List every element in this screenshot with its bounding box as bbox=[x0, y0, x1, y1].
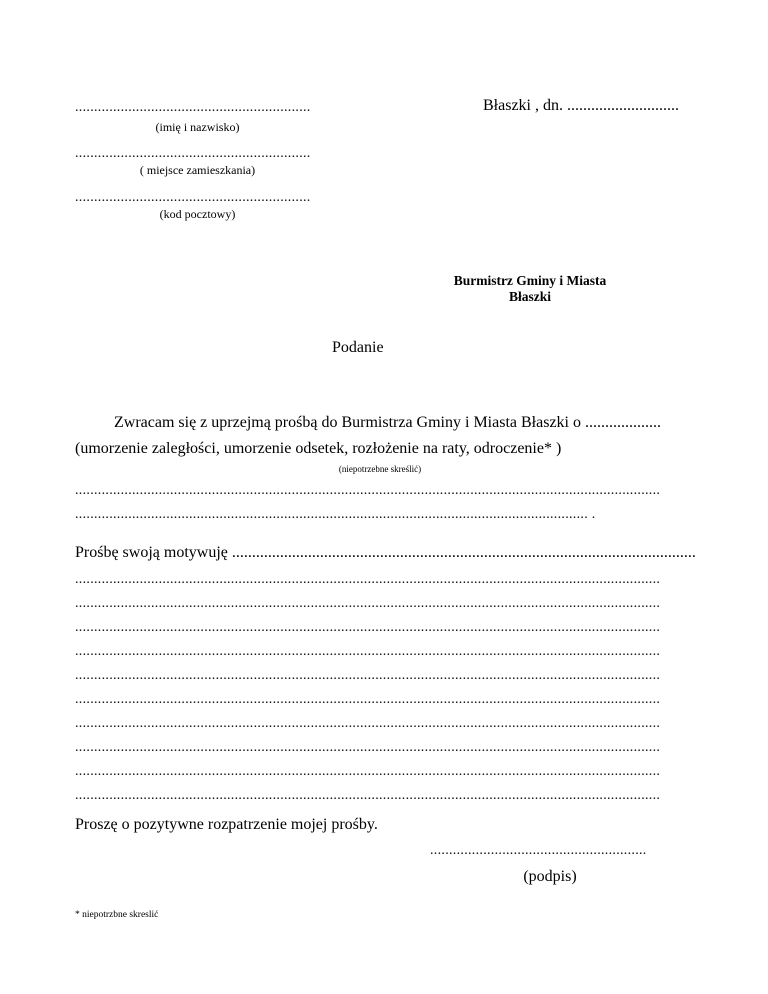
postal-caption: (kod pocztowy) bbox=[159, 207, 236, 221]
recipient-line-2: Błaszki bbox=[508, 289, 551, 304]
motivation-line: .......................................................................................................................................................... bbox=[75, 764, 661, 779]
motivation-line: .......................................................................................................................................................... bbox=[75, 740, 661, 755]
postal-field-dots: .............................................................. bbox=[75, 190, 311, 205]
request-note: (niepotrzebne skreślić) bbox=[338, 464, 422, 474]
motivation-line: .......................................................................................................................................................... bbox=[75, 716, 661, 731]
motivation-line: .......................................................................................................................................................... bbox=[75, 596, 661, 611]
signature-caption: (podpis) bbox=[523, 868, 577, 885]
footnote: * niepotrzbne skreslić bbox=[75, 910, 159, 920]
address-caption: ( miejsce zamieszkania) bbox=[139, 163, 256, 177]
motivation-label: Prośbę swoją motywuję .................................................................................................................... bbox=[75, 544, 696, 561]
document-title: Podanie bbox=[332, 339, 384, 356]
recipient-line-1: Burmistrz Gminy i Miasta bbox=[453, 273, 607, 288]
closing-sentence: Proszę o pozytywne rozpatrzenie mojej prośby. bbox=[75, 816, 378, 833]
motivation-line: .......................................................................................................................................................... bbox=[75, 668, 661, 683]
motivation-line: .......................................................................................................................................................... bbox=[75, 644, 661, 659]
name-field-dots: .............................................................. bbox=[75, 100, 311, 115]
motivation-line: .......................................................................................................................................................... bbox=[75, 620, 661, 635]
motivation-line: .......................................................................................................................................................... bbox=[75, 692, 661, 707]
request-line-2: (umorzenie zaległości, umorzenie odsetek, rozłożenie na raty, odroczenie* ) bbox=[75, 440, 562, 457]
signature-dots: ......................................................... bbox=[430, 843, 647, 858]
name-caption: (imię i nazwisko) bbox=[155, 120, 240, 134]
request-dots-1: .......................................................................................................................................................... bbox=[75, 483, 661, 498]
request-dots-2: ....................................................................................................................................... . bbox=[75, 507, 596, 522]
address-field-dots: .............................................................. bbox=[75, 146, 311, 161]
motivation-line: .......................................................................................................................................................... bbox=[75, 572, 661, 587]
request-line-1: Zwracam się z uprzejmą prośbą do Burmistrza Gminy i Miasta Błaszki o ................... bbox=[114, 414, 661, 431]
motivation-line: .......................................................................................................................................................... bbox=[75, 788, 661, 803]
place-date: Błaszki , dn. ............................ bbox=[483, 97, 679, 114]
